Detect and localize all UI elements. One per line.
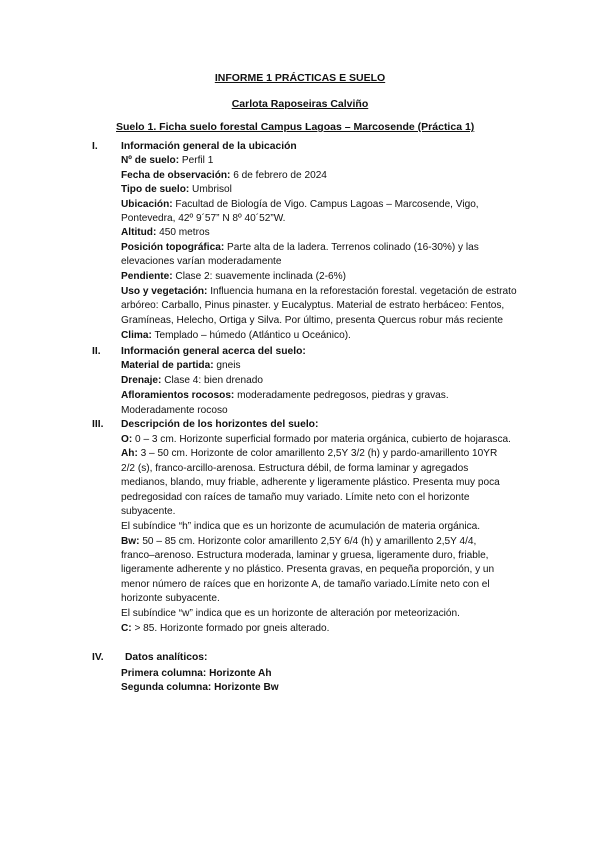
horizon-label: Ah: xyxy=(121,448,138,459)
section-1-line: arbóreo: Carballo, Pinus pinaster. y Eucalyptus. Material de estrato herbáceo: Fentos, xyxy=(121,300,505,311)
section-1-heading: Información general de la ubicación xyxy=(121,141,297,152)
section-3-line: menor número de raíces que en horizonte A, de tamaño variado.Límite neto con el xyxy=(121,579,490,590)
section-1-line: Pontevedra, 42º 9´57” N 8º 40´52”W. xyxy=(121,213,286,224)
horizon-text: 0 – 3 cm. Horizonte superficial formado por materia orgánica, cubierto de hojarasca. xyxy=(132,434,511,445)
horizon-text: 3 – 50 cm. Horizonte de color amarillento 2,5Y 3/2 (h) y pardo-amarillento 10YR xyxy=(137,448,498,459)
field-label: Clima: xyxy=(121,330,152,341)
horizon-label: Bw: xyxy=(121,536,140,547)
section-1-line: Gramíneas, Helecho, Ortiga y Silva. Por último, presenta Quercus robur más reciente xyxy=(121,315,504,326)
field-label: Pendiente: xyxy=(121,271,173,282)
section-3-line: pedregosidad con raíces de tamaño muy variado. Límite neto con el horizonte xyxy=(121,492,470,503)
section-3-numeral: III. xyxy=(92,419,104,430)
section-4-heading: Datos analíticos: xyxy=(125,652,208,663)
section-3-line xyxy=(121,622,329,635)
section-2-line: Moderadamente rocoso xyxy=(121,405,228,416)
section-3-line: subyacente. xyxy=(121,506,176,517)
field-label: Posición topográfica: xyxy=(121,242,225,253)
field-label: Altitud: xyxy=(121,227,157,238)
section-3-line: 2/2 (s), franco-arcillo-arenosa. Estructura débil, de forma laminar y agregados xyxy=(121,463,469,474)
field-value: Clase 4: bien drenado xyxy=(161,375,263,386)
section-3-line: ligeramente adherente y no plástico. Presenta gravas, en pequeña proporción, y un xyxy=(121,564,495,575)
section-1-line xyxy=(121,270,346,283)
document-author: Carlota Raposeiras Calviño xyxy=(231,98,369,110)
section-3-line xyxy=(121,447,497,460)
horizon-label: C: xyxy=(121,623,132,634)
section-1-line: elevaciones varían moderadamente xyxy=(121,256,282,267)
section-1-line xyxy=(121,329,351,342)
field-label: Nº de suelo: xyxy=(121,155,180,166)
field-value: Templado – húmedo (Atlántico u Oceánico). xyxy=(151,330,351,341)
field-label: Drenaje: xyxy=(121,375,162,386)
section-3-line: medianos, blando, muy friable, adherente y ligeramente plástico. Presenta muy poca xyxy=(121,477,500,488)
horizon-label: O: xyxy=(121,434,133,445)
field-value: Facultad de Biología de Vigo. Campus Lagoas – Marcosende, Vigo, xyxy=(172,199,479,210)
section-2-heading: Información general acerca del suelo: xyxy=(121,346,306,357)
section-2-line xyxy=(121,374,263,387)
section-2-line xyxy=(121,359,241,372)
section-1-line xyxy=(121,183,232,196)
field-value: Parte alta de la ladera. Terrenos colinado (16-30%) y las xyxy=(224,242,479,253)
field-value: Umbrisol xyxy=(189,184,232,195)
section-4-line: Primera columna: Horizonte Ah xyxy=(121,668,272,679)
field-label: Ubicación: xyxy=(121,199,173,210)
field-label: Material de partida: xyxy=(121,360,214,371)
field-label: Afloramientos rocosos: xyxy=(121,390,235,401)
field-value: Perfil 1 xyxy=(179,155,214,166)
document-subtitle: Suelo 1. Ficha suelo forestal Campus Lagoas – Marcosende (Práctica 1) xyxy=(116,121,475,133)
field-label: Fecha de observación: xyxy=(121,170,231,181)
section-1-line xyxy=(121,169,327,182)
section-3-line: El subíndice “h” indica que es un horizonte de acumulación de materia orgánica. xyxy=(121,521,481,532)
section-3-line: horizonte subyacente. xyxy=(121,593,220,604)
section-1-line xyxy=(121,285,517,298)
field-value: gneis xyxy=(213,360,241,371)
section-1-line xyxy=(121,198,479,211)
field-label: Tipo de suelo: xyxy=(121,184,190,195)
field-value: Influencia humana en la reforestación forestal. vegetación de estrato xyxy=(207,286,517,297)
horizon-text: 50 – 85 cm. Horizonte color amarillento 2,5Y 6/4 (h) y amarillento 2,5Y 4/4, xyxy=(139,536,477,547)
section-3-line xyxy=(121,433,511,446)
section-3-heading: Descripción de los horizontes del suelo: xyxy=(121,419,319,430)
field-value: moderadamente pedregosos, piedras y gravas. xyxy=(234,390,449,401)
field-label: Uso y vegetación: xyxy=(121,286,208,297)
section-1-line xyxy=(121,226,210,239)
section-3-line: franco–arenoso. Estructura moderada, laminar y gruesa, ligeramente duro, friable, xyxy=(121,550,489,561)
section-1-line xyxy=(121,154,213,167)
section-1-line xyxy=(121,241,479,254)
section-3-line: El subíndice “w” indica que es un horizonte de alteración por meteorización. xyxy=(121,608,460,619)
horizon-text: > 85. Horizonte formado por gneis alterado. xyxy=(131,623,330,634)
section-2-numeral: II. xyxy=(92,346,101,357)
section-1-numeral: I. xyxy=(92,141,98,152)
section-3-line xyxy=(121,535,476,548)
section-4-numeral: IV. xyxy=(92,652,104,663)
section-4-line: Segunda columna: Horizonte Bw xyxy=(121,682,279,693)
field-value: 450 metros xyxy=(156,227,210,238)
field-value: 6 de febrero de 2024 xyxy=(230,170,327,181)
section-2-line xyxy=(121,389,449,402)
field-value: Clase 2: suavemente inclinada (2-6%) xyxy=(172,271,346,282)
document-title: INFORME 1 PRÁCTICAS E SUELO xyxy=(214,72,386,84)
